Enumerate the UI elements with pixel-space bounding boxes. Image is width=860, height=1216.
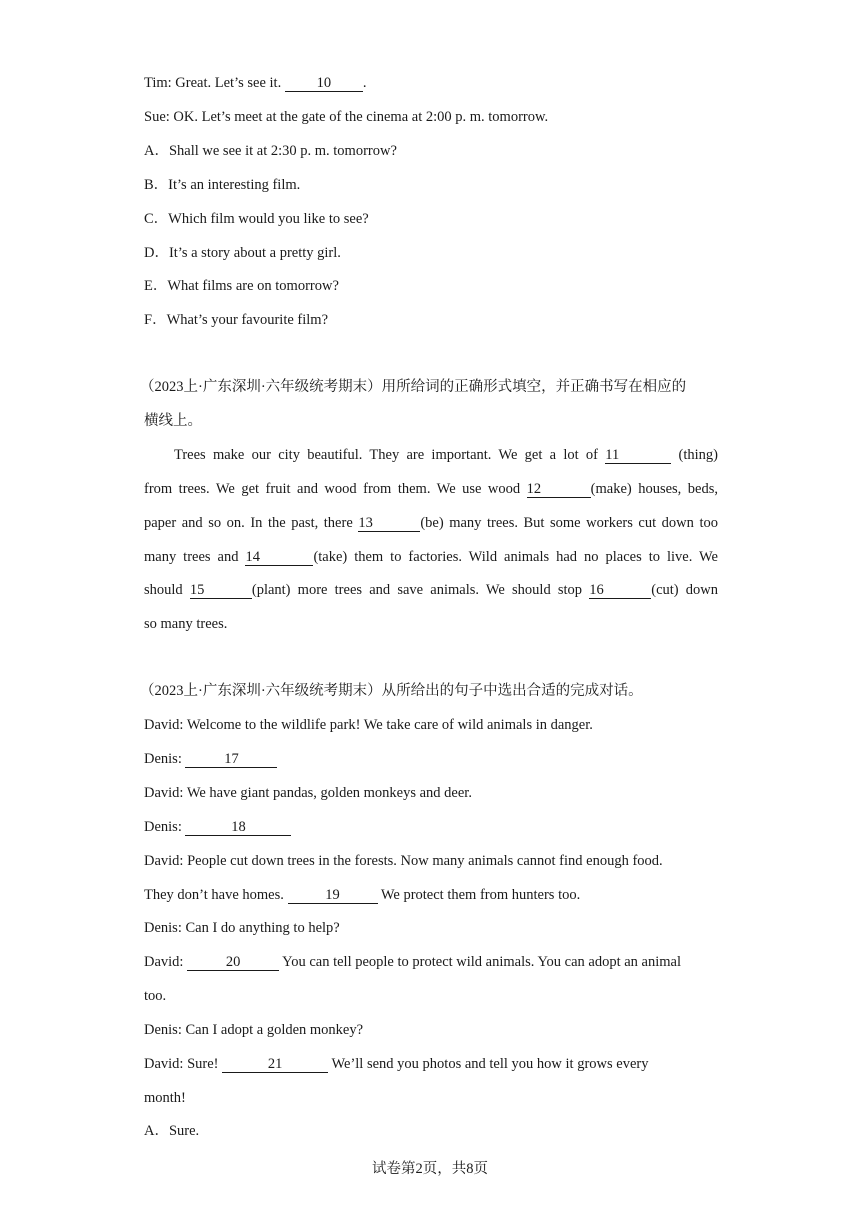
- passage-text: (be) many trees. But some workers cut down too: [420, 515, 718, 531]
- passage-line: [144, 581, 718, 599]
- passage-text: many trees and: [144, 549, 246, 565]
- dialogue-line-sue: Sue: OK. Let’s meet at the gate of the cinema at 2:00 p. m. tomorrow.: [144, 109, 549, 125]
- option-a: A．Sure.: [144, 1123, 200, 1139]
- dialogue-line: month!: [144, 1090, 186, 1106]
- dialogue-line: [144, 1055, 648, 1073]
- dialogue-line: [144, 818, 291, 836]
- answer-blank-21: 21: [222, 1057, 328, 1073]
- dialogue-line: David: We have giant pandas, golden monkeys and deer.: [144, 785, 472, 801]
- answer-blank-17: 17: [185, 752, 277, 768]
- dialogue-line: David: People cut down trees in the forests. Now many animals cannot find enough food.: [144, 853, 663, 869]
- section-heading: （2023上·广东深圳·六年级统考期末）用所给词的正确形式填空，并正确书写在相应的: [140, 379, 687, 395]
- passage-text: should: [144, 582, 190, 598]
- passage-text: (take) them to factories. Wild animals had no places to live. We: [313, 549, 718, 565]
- answer-blank-19: 19: [288, 888, 378, 904]
- answer-blank-11: 11: [605, 448, 671, 464]
- passage-line: [144, 548, 718, 566]
- option-e: E．What films are on tomorrow?: [144, 278, 339, 294]
- dialogue-text: They don’t have homes.: [144, 887, 288, 903]
- passage-text: paper and so on. In the past, there: [144, 515, 359, 531]
- dialogue-line: Denis: Can I do anything to help?: [144, 920, 340, 936]
- page-footer: 试卷第2页，共8页: [372, 1161, 488, 1177]
- dialogue-line: [144, 953, 681, 971]
- dialogue-line: Denis: Can I adopt a golden monkey?: [144, 1022, 364, 1038]
- option-b: B．It’s an interesting film.: [144, 177, 301, 193]
- answer-blank-10: 10: [285, 76, 363, 92]
- dialogue-text: Denis:: [144, 819, 186, 835]
- passage-text: (plant) more trees and save animals. We should stop: [251, 582, 590, 598]
- passage-text: from trees. We get fruit and wood from them. We use wood: [144, 481, 527, 497]
- passage-text: Trees make our city beautiful. They are important. We get a lot of: [174, 447, 606, 463]
- answer-blank-12: 12: [527, 482, 591, 498]
- passage-text: (make) houses, beds,: [590, 481, 718, 497]
- dialogue-text: David:: [144, 954, 188, 970]
- option-c: C．Which film would you like to see?: [144, 211, 369, 227]
- answer-blank-13: 13: [358, 516, 420, 532]
- answer-blank-20: 20: [187, 955, 279, 971]
- dialogue-text: David: Sure!: [144, 1056, 223, 1072]
- dialogue-line: [144, 750, 277, 768]
- dialogue-text: Denis:: [144, 751, 186, 767]
- passage-line: so many trees.: [144, 616, 228, 632]
- passage-line: [144, 514, 718, 532]
- answer-blank-15: 15: [190, 583, 252, 599]
- passage-text: (cut) down: [651, 582, 719, 598]
- dialogue-text: We’ll send you photos and tell you how it grows every: [328, 1056, 649, 1072]
- dialogue-text: We protect them from hunters too.: [377, 887, 581, 903]
- section-heading: （2023上·广东深圳·六年级统考期末）从所给出的句子中选出合适的完成对话。: [140, 683, 643, 699]
- answer-blank-14: 14: [245, 550, 313, 566]
- option-d: D．It’s a story about a pretty girl.: [144, 245, 341, 261]
- dialogue-text: You can tell people to protect wild animals. You can adopt an animal: [279, 954, 681, 970]
- dialogue-text: .: [362, 75, 367, 91]
- option-a: A．Shall we see it at 2:30 p. m. tomorrow?: [144, 143, 397, 159]
- dialogue-line-tim: [144, 74, 366, 92]
- section-heading-cont: 横线上。: [144, 413, 202, 429]
- dialogue-line: David: Welcome to the wildlife park! We take care of wild animals in danger.: [144, 717, 593, 733]
- option-f: F．What’s your favourite film?: [144, 312, 329, 328]
- dialogue-line: [144, 886, 580, 904]
- answer-blank-16: 16: [589, 583, 651, 599]
- passage-line: [144, 480, 718, 498]
- passage-text: (thing): [671, 447, 718, 463]
- passage-line: [174, 446, 718, 464]
- dialogue-text: Tim: Great. Let’s see it.: [144, 75, 285, 91]
- dialogue-line: too.: [144, 988, 167, 1004]
- answer-blank-18: 18: [185, 820, 291, 836]
